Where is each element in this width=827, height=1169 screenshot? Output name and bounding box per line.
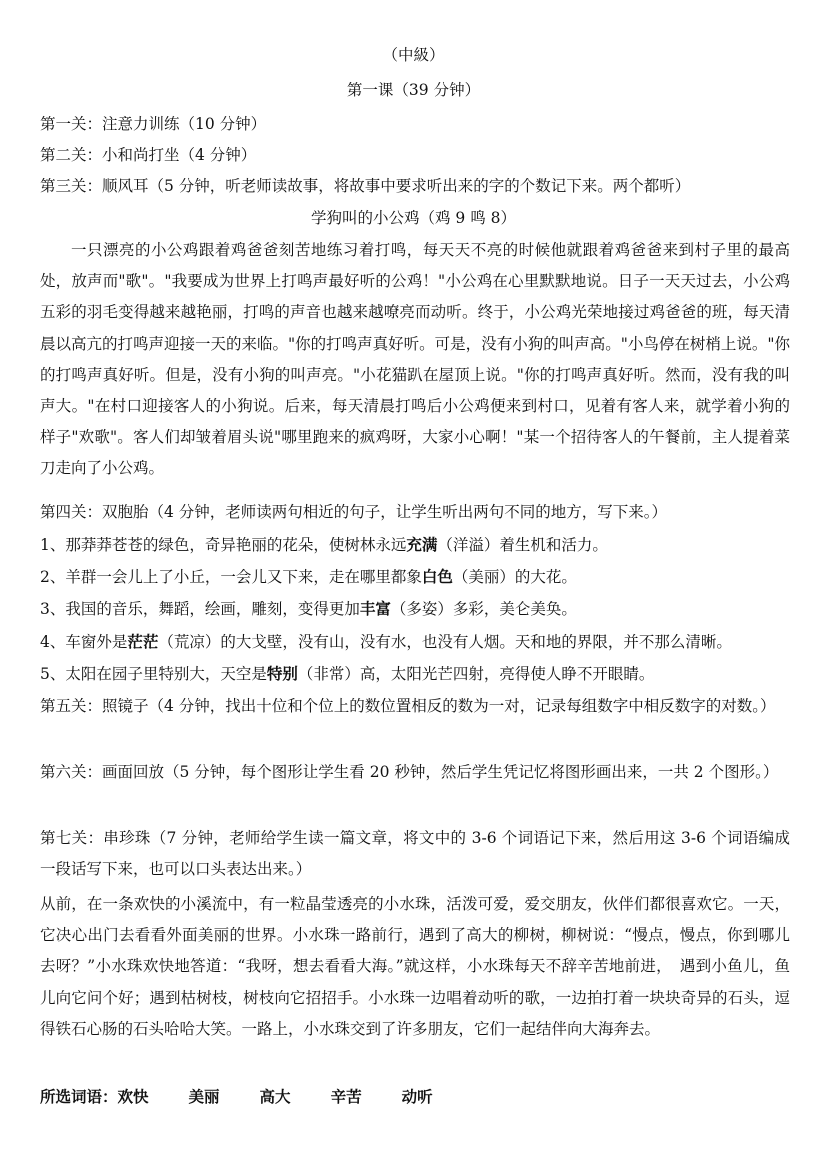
level-4-intro: 第四关：双胞胎（4 分钟，老师读两句相近的句子，让学生听出两句不同的地方，写下来。） [40, 503, 668, 521]
word-3: 高大 [259, 1087, 291, 1106]
level-3: 第三关：顺风耳（5 分钟，听老师读故事，将故事中要求听出来的字的个数记下来。两个都听） [40, 177, 691, 195]
key-word: 茫茫 [127, 632, 159, 651]
sentence-3: 3、我国的音乐，舞蹈，绘画，雕刻，变得更加丰富（多姿）多彩，美仑美奂。 [40, 599, 577, 618]
key-word: 充满 [406, 535, 438, 554]
lesson-title: 第一课（39 分钟） [346, 81, 481, 99]
level-7: 第七关：串珍珠（7 分钟，老师给学生读一篇文章，将文中的 3-6 个词语记下来，然后用这 3-6 个词语编成一段话写下来，也可以口头表达出来。） [40, 829, 790, 879]
selected-words [40, 1087, 790, 1107]
level-1: 第一关：注意力训练（10 分钟） [40, 115, 267, 133]
level-6: 第六关：画面回放（5 分钟，每个图形让学生看 20 秒钟，然后学生凭记忆将图形画出来，一共 2 个图形。） [40, 763, 779, 781]
word-5: 动听 [401, 1087, 433, 1106]
key-word: 丰富 [359, 599, 391, 618]
sentence-5: 5、太阳在园子里特别大，天空是特别（非常）高，太阳光芒四射，亮得使人睁不开眼睛。 [40, 664, 655, 683]
word-1: 欢快 [117, 1087, 149, 1106]
sentence-2: 2、羊群一会儿上了小丘，一会儿又下来，走在哪里都象白色（美丽）的大花。 [40, 567, 577, 586]
key-word: 白色 [421, 567, 453, 586]
word-4: 辛苦 [330, 1087, 362, 1106]
story2-text: 从前，在一条欢快的小溪流中，有一粒晶莹透亮的小水珠，活泼可爱，爱交朋友，伙伴们都很喜欢它。一天，它决心出门去看看外面美丽的世界。小水珠一路前行，遇到了高大的柳树，柳树说：“慢点，慢点，你到哪儿去呀？”小水珠欢快地答道：“我呀，想去看看大海。”就这样，小水珠每天不辞辛苦地前进， 遇到小鱼儿，鱼儿向它问个好；遇到枯树枝，树枝向它招招手。小水珠一边唱着动听的歌，一边拍打着一块块奇异的石头，逗得铁石心肠的石头哈哈大笑。一路上，小水珠交到了许多朋友，它们一起结伴向大海奔去。 [40, 895, 790, 1038]
sentence-1: 1、那莽莽苍苍的绿色，奇异艳丽的花朵，使树林永远充满（洋溢）着生机和活力。 [40, 535, 608, 554]
key-word: 特别 [266, 664, 298, 683]
selected-words-label: 所选词语： [40, 1087, 118, 1106]
story1-title: 学狗叫的小公鸡（鸡 9 鸣 8） [310, 209, 516, 227]
level-2: 第二关：小和尚打坐（4 分钟） [40, 146, 257, 164]
level-5: 第五关：照镜子（4 分钟，找出十位和个位上的数位置相反的数为一对，记录每组数字中相反数字的对数。） [40, 697, 776, 715]
sentence-4: 4、车窗外是茫茫（荒凉）的大戈壁，没有山，没有水，也没有人烟。天和地的界限，并不那么清晰。 [40, 632, 732, 651]
word-2: 美丽 [188, 1087, 220, 1106]
level-heading: （中級） [382, 46, 445, 64]
story1-text: 一只漂亮的小公鸡跟着鸡爸爸刻苦地练习着打鸣，每天天不亮的时候他就跟着鸡爸爸来到村子里的最高处，放声而"歌"。"我要成为世界上打鸣声最好听的公鸡！"小公鸡在心里默默地说。日子一天天过去，小公鸡五彩的羽毛变得越来越艳丽，打鸣的声音也越来越嘹亮而动听。终于，小公鸡光荣地接过鸡爸爸的班，每天清晨以高亢的打鸣声迎接一天的来临。"你的打鸣声真好听。可是，没有小狗的叫声高。"小鸟停在树梢上说。"你的打鸣声真好听。但是，没有小狗的叫声亮。"小花猫趴在屋顶上说。"你的打鸣声真好听。然而，没有我的叫声大。"在村口迎接客人的小狗说。后来，每天清晨打鸣后小公鸡便来到村口，见着有客人来，就学着小狗的样子"欢歌"。客人们却皱着眉头说"哪里跑来的疯鸡呀，大家小心啊！"某一个招待客人的午餐前，主人提着菜刀走向了小公鸡。 [40, 241, 790, 478]
